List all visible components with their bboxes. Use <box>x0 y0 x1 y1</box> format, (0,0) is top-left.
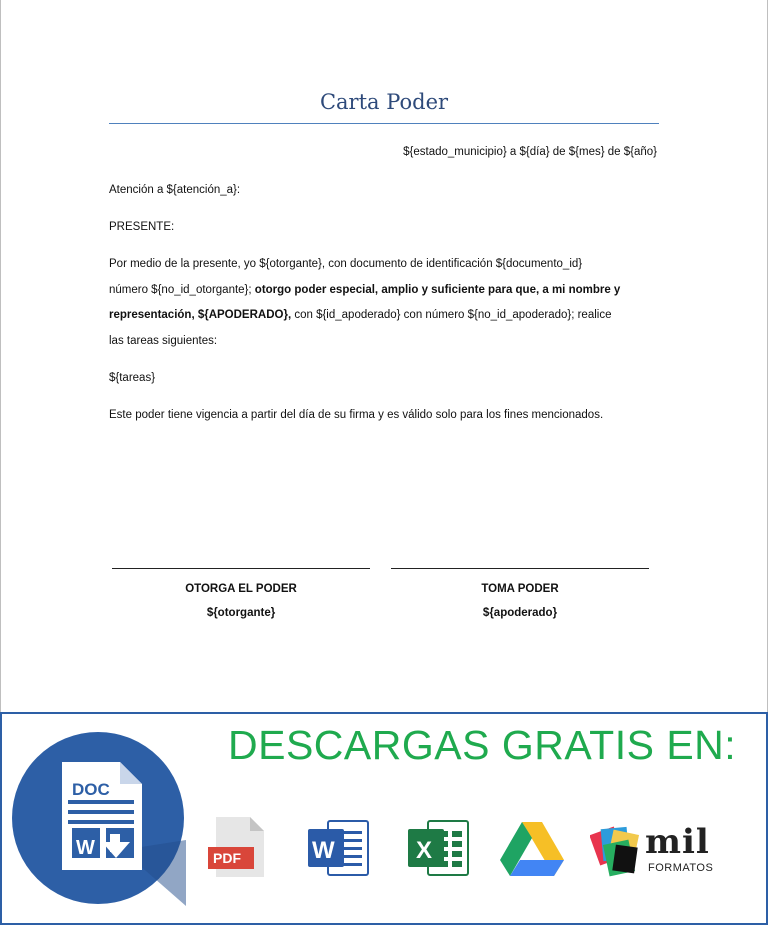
brand-name: mil <box>645 822 710 862</box>
signature-name-left: ${otorgante} <box>206 607 276 619</box>
body-line-3-bold: representación, ${APODERADO}, <box>109 309 292 321</box>
word-icon[interactable] <box>306 817 370 879</box>
pdf-label: PDF <box>213 850 241 866</box>
signature-line-right <box>391 568 649 570</box>
signature-line-left <box>112 568 370 570</box>
word-letter: W <box>312 837 335 864</box>
validity-line: Este poder tiene vigencia a partir del día de su firma y es válido solo para los fines mencionados. <box>109 409 604 421</box>
title-divider <box>109 123 659 124</box>
brand-subtitle: FORMATOS <box>648 862 714 874</box>
presente-line: PRESENTE: <box>109 221 175 233</box>
signature-role-left: OTORGA EL PODER <box>185 583 297 595</box>
document-title: Carta Poder <box>319 90 449 114</box>
banner-title: DESCARGAS GRATIS EN: <box>228 722 737 768</box>
body-line-4: las tareas siguientes: <box>109 335 218 347</box>
body-line-2-bold: otorgo poder especial, amplio y suficiente para que, a mi nombre y <box>254 284 621 296</box>
body-line-2-plain: número ${no_id_otorgante}; <box>109 284 255 296</box>
tareas-placeholder: ${tareas} <box>109 372 156 384</box>
signature-role-right: TOMA PODER <box>481 583 559 595</box>
body-line-1: Por medio de la presente, yo ${otorgante}, con documento de identificación ${documento_id} <box>109 258 583 270</box>
milformatos-mark <box>590 820 646 880</box>
date-line: ${estado_municipio} a ${día} de ${mes} de ${año} <box>403 146 657 158</box>
pdf-icon[interactable] <box>208 815 268 881</box>
signature-name-right: ${apoderado} <box>482 607 558 619</box>
google-drive-icon[interactable] <box>500 820 564 876</box>
body-line-2 <box>109 284 620 296</box>
body-line-3 <box>109 309 611 321</box>
doc-badge-letter: W <box>76 837 95 859</box>
doc-download-icon[interactable] <box>10 730 186 906</box>
body-line-3-plain: con ${id_apoderado} con número ${no_id_apoderado}; realice <box>291 309 612 321</box>
attention-line: Atención a ${atención_a}: <box>109 184 241 196</box>
excel-letter: X <box>416 837 433 864</box>
excel-icon[interactable] <box>406 817 470 879</box>
doc-badge-label: DOC <box>72 780 110 799</box>
